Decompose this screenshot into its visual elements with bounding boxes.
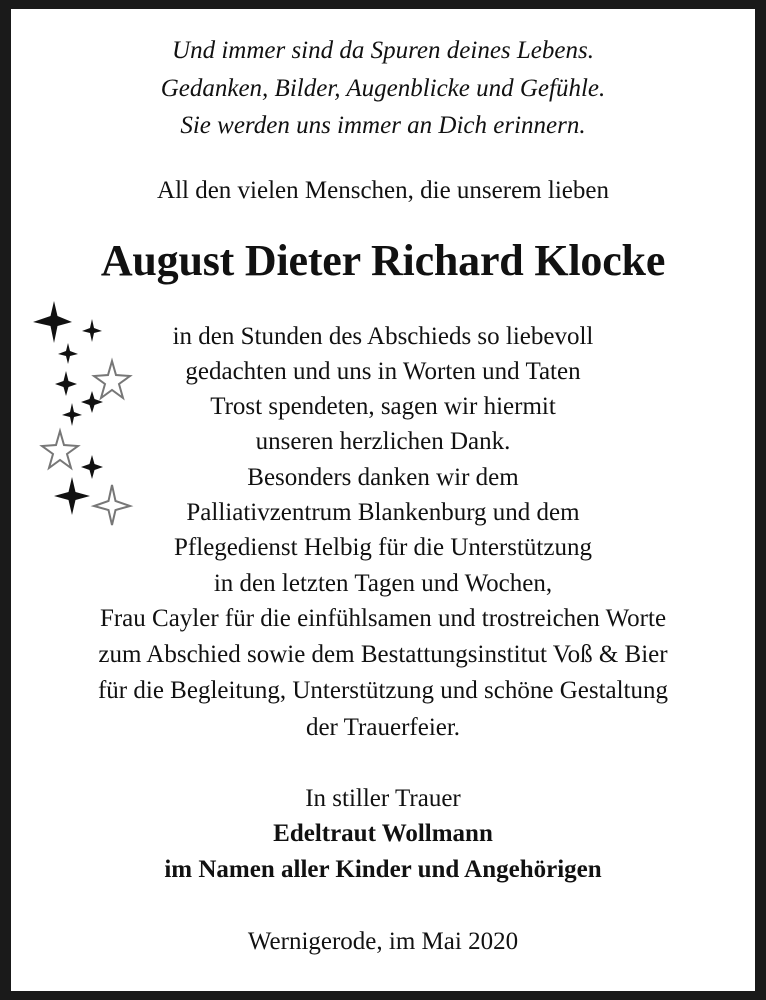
body-line-3: Trost spendeten, sagen wir hiermit	[210, 393, 556, 420]
closing-phrase: In stiller Trauer	[305, 785, 461, 812]
body-line-9: Frau Cayler für die einfühlsamen und trostreichen Worte	[99, 605, 667, 632]
motto-line-2: Gedanken, Bilder, Augenblicke und Gefühle.	[160, 75, 606, 102]
body-line-1: in den Stunden des Abschieds so liebevoll	[172, 323, 594, 350]
motto-line-1: Und immer sind da Spuren deines Lebens.	[172, 37, 594, 64]
signer-name: Edeltraut Wollmann	[273, 820, 493, 847]
body-line-10: zum Abschied sowie dem Bestattungsinstitut Voß & Bier	[98, 641, 668, 668]
body-line-5: Besonders danken wir dem	[247, 464, 519, 491]
motto-line-3: Sie werden uns immer an Dich erinnern.	[180, 112, 586, 139]
place-date: Wernigerode, im Mai 2020	[247, 928, 519, 955]
body-line-12: der Trauerfeier.	[305, 714, 461, 741]
intro-line: All den vielen Menschen, die unserem lieben	[157, 177, 609, 204]
body-line-6: Palliativzentrum Blankenburg und dem	[186, 499, 580, 526]
body-line-8: in den letzten Tagen und Wochen,	[213, 570, 553, 597]
family-line: im Namen aller Kinder und Angehörigen	[164, 856, 602, 883]
body-line-7: Pflegedienst Helbig für die Unterstützung	[174, 534, 592, 561]
body-line-4: unseren herzlichen Dank.	[255, 428, 511, 455]
deceased-name: August Dieter Richard Klocke	[100, 236, 666, 285]
body-line-2: gedachten und uns in Worten und Taten	[185, 358, 581, 385]
body-line-11: für die Begleitung, Unterstützung und schöne Gestaltung	[97, 677, 669, 704]
